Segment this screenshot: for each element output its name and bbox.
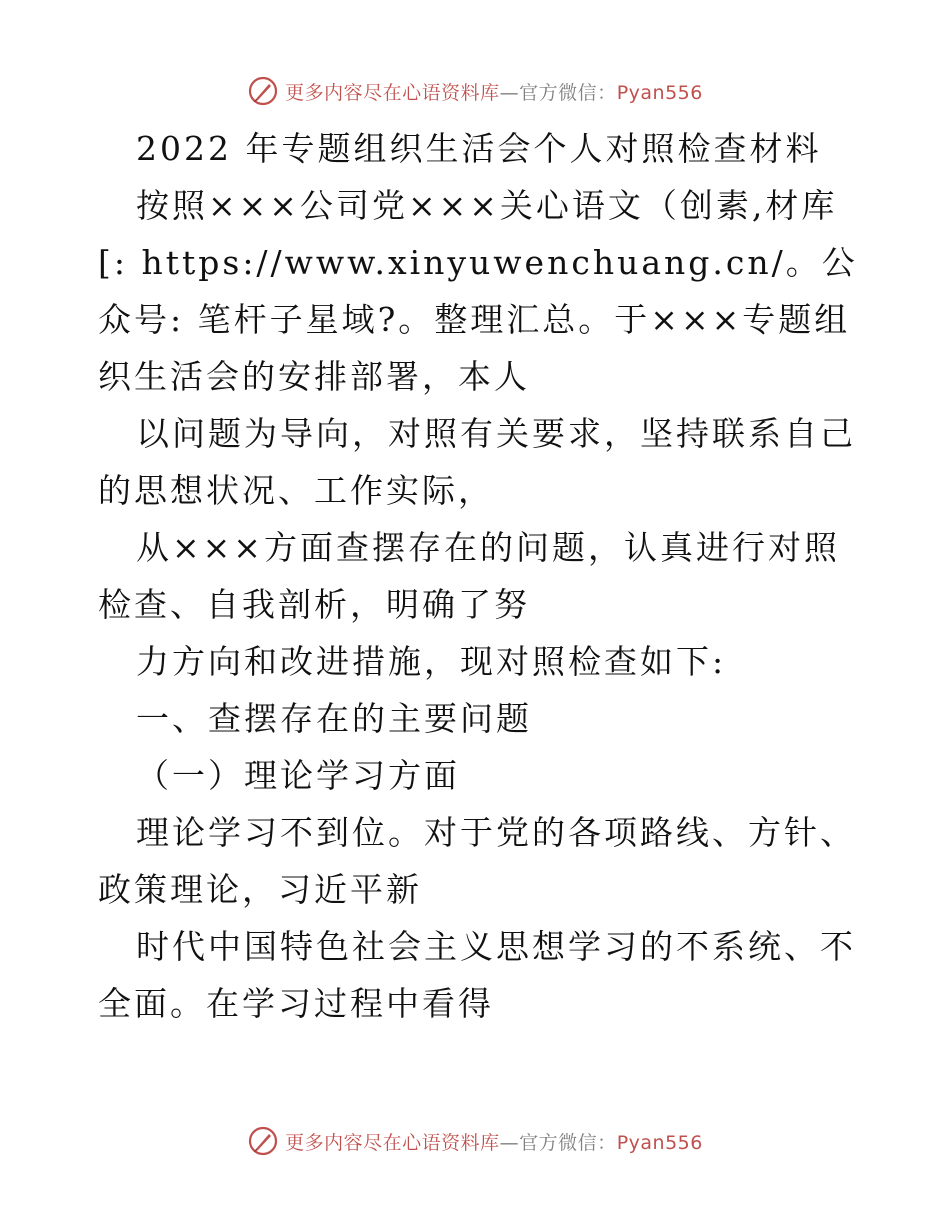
section-heading: 一、查摆存在的主要问题 — [136, 699, 532, 738]
header-banner — [0, 71, 950, 111]
paragraph: 按照×××公司党×××关心语文（创素,材库[: https://www.xinyuwenchuang.cn/。公众号: 笔杆子星域?。整理汇总。于×××专题组织生活会的安排部署，本人 — [98, 186, 858, 396]
banner-site-name: 更多内容尽在心语资料库 — [285, 81, 500, 104]
paragraph: 理论学习不到位。对于党的各项路线、方针、政策理论，习近平新 — [98, 813, 856, 909]
paragraph: 从×××方面查摆存在的问题，认真进行对照检查、自我剖析，明确了努 — [98, 528, 840, 624]
banner-wechat-label: 官方微信： — [519, 81, 617, 104]
quill-logo-icon — [247, 1125, 279, 1157]
paragraph: 以问题为导向，对照有关要求，坚持联系自己的思想状况、工作实际， — [98, 414, 856, 510]
footer-banner — [0, 1121, 950, 1161]
banner-wechat-id: Pyan556 — [616, 81, 703, 104]
banner-text — [285, 1128, 703, 1155]
document-body — [98, 120, 858, 1032]
banner-wechat-label: 官方微信： — [519, 1131, 617, 1154]
paragraph: 力方向和改进措施，现对照检查如下: — [136, 642, 727, 681]
banner-site-name: 更多内容尽在心语资料库 — [285, 1131, 500, 1154]
banner-separator: — — [499, 81, 520, 104]
banner-text — [285, 78, 703, 105]
subsection-heading: （一）理论学习方面 — [136, 756, 460, 795]
banner-wechat-id: Pyan556 — [616, 1131, 703, 1154]
quill-logo-icon — [247, 75, 279, 107]
document-title: 2022 年专题组织生活会个人对照检查材料 — [136, 129, 822, 168]
banner-separator: — — [499, 1131, 520, 1154]
paragraph: 时代中国特色社会主义思想学习的不系统、不全面。在学习过程中看得 — [98, 927, 856, 1023]
